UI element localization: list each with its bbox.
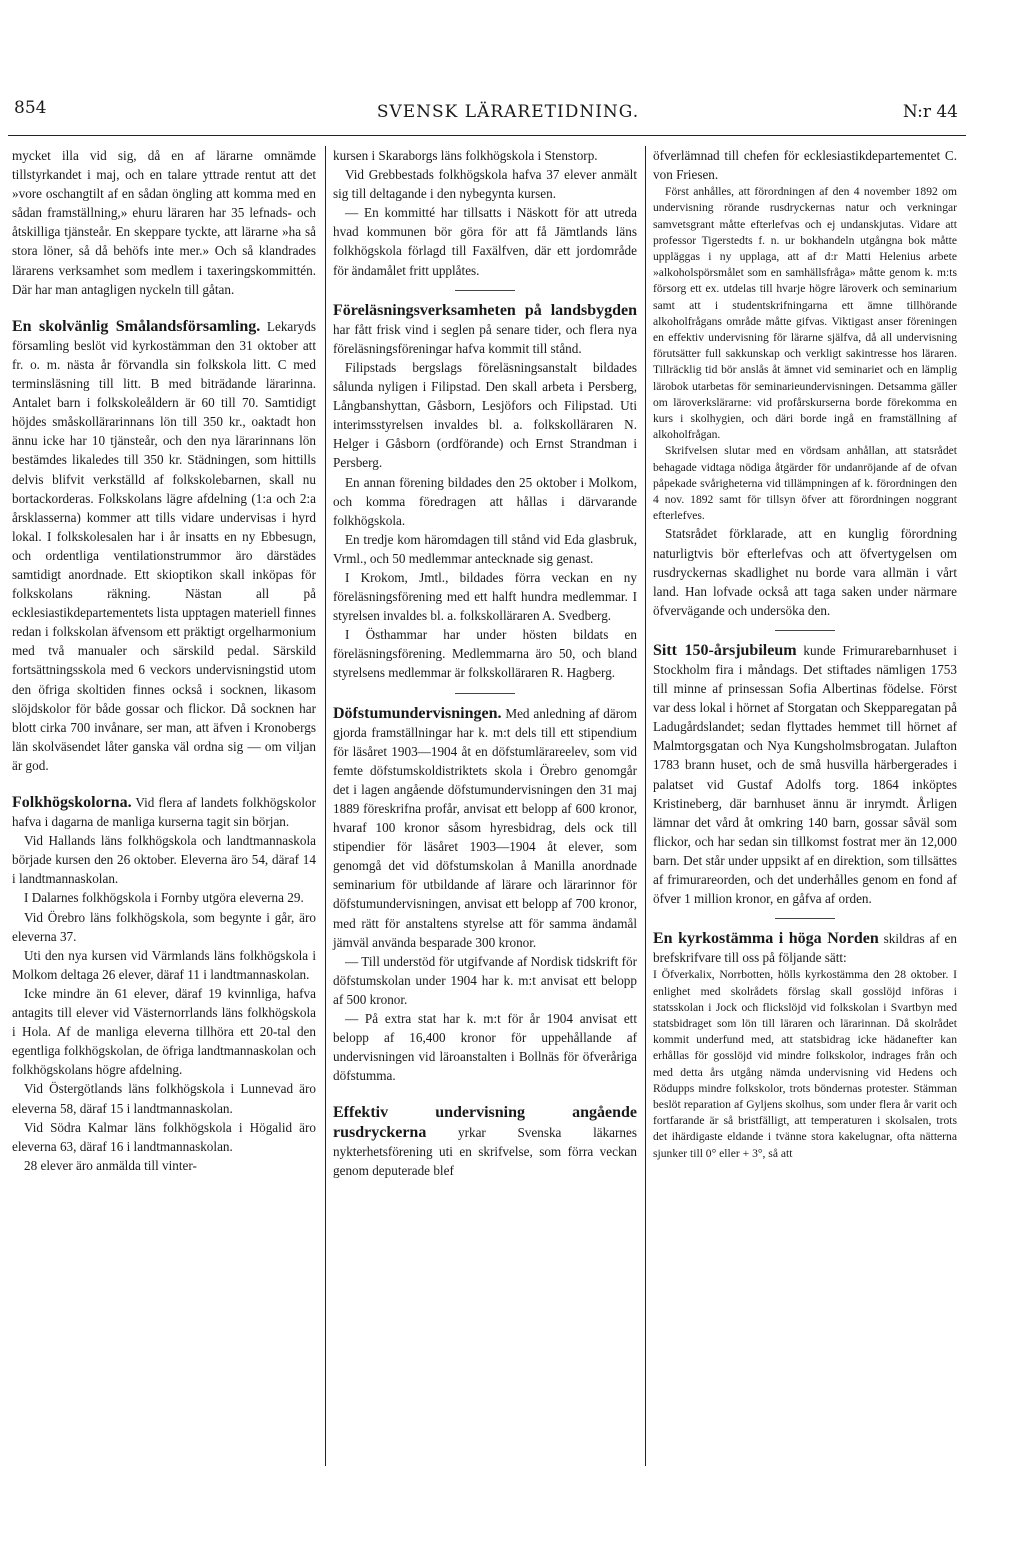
- paragraph-text: öfverlämnad till chefen för ecklesiastikdepartementet C. von Friesen.: [653, 148, 957, 183]
- article-paragraph-with-heading: [12, 317, 316, 775]
- article-paragraph: [333, 358, 637, 473]
- article-paragraph: [653, 146, 957, 184]
- paragraph-text: Lekaryds församling beslöt vid kyrkostämman den 31 oktober att fr. o. m. nästa år förvandla sin folkskola litt. C med terminsläsning till litt. B med biträdande lärarinna. Antalet barn i folkskoleåldern är 60 till 70. Samtidigt höjdes småskollärarinnans lön till 350 kr., oaktadt hon ännu icke har 10 tjänsteår, och den nya lärarinnans lön bestämdes likaledes till 350 kr. Städningen, som hittills delvis blifvit verkställd af folkskolebarnen, skall nu bortackorderas. Folkskolans lägre afdelning (1:a och 2:a årsklasserna) kommer att tills vidare undervisas i hyrd lokal. I folkskolesalen har i år insatts en ny Ebbesugn, och ordentliga ventilationstrummor äro därstädes samtidigt anordnade. Ett skioptikon skall inköpas för folkskolans räkning. Nästan all på ecklesiastikdepartementets lista upptagen materiell finnes redan i folkskolan äfvensom ett präktigt orgelharmonium med två manualer och särskild pedal. Särskild fortsättningsskola med 6 veckors undervisningstid utom den öfriga skoltiden finnes också i socknen, likasom slöjdskolor för både gossar och flickor. Då socknen har blott cirka 700 invånare, ser man, att äfven i Kronobergs län skolväsendet låter ganska väl ordna sig — om viljan är god.: [12, 318, 316, 773]
- paragraph-text: Statsrådet förklarade, att en kunglig förordning naturligtvis bör efterlefvas och att öfvertygelsen om rusdryckernas skadlighet nu borde vara allmän i vårt land. Han lofvade också att taga saken under närmare öfvervägande och undersöka den.: [653, 526, 957, 618]
- article-paragraph: [333, 625, 637, 682]
- section-divider: [775, 918, 835, 919]
- article-paragraph: [12, 946, 316, 984]
- paragraph-text: kunde Frimurarebarnhuset i Stockholm fira i måndags. Det stiftades nämligen 1753 till minne af prinsessan Sofia Albertinas födelse. Först var dess lokal i hörnet af Storgatan och Skepparegatan på Ladugårdslandet; sedan flyttades hemmet till hörnet af Malmtorgsgatan och Nya Kungsholmsbrogatan. Julafton 1783 brann huset, och de små husvilla härbergerades i palatset vid Gustaf Adolfs torg. 1864 inköptes Kristineberg, där barnhuset ännu är inrymdt. Årligen lämnar det vård åt omkring 140 barn, gossar såväl som flickor, och har sedan sin tillkomst fostrat mer än 12,000 barn. Det står under uppsikt af en direktion, som tillsättes af frimurareorden, och det underhålles genom en fond af öfver 1 million kronor, en gåfva af orden.: [653, 642, 958, 907]
- article-paragraph: [333, 165, 637, 203]
- article-paragraph: [653, 524, 957, 619]
- paragraph-text: — På extra stat har k. m:t för år 1904 anvisat ett belopp af 16,400 kronor för uppehållande af undervisningen vid läroanstalten i Bollnäs för öfveråriga döfstumma.: [333, 1011, 637, 1084]
- section-divider: [455, 693, 515, 694]
- paragraph-text: — En kommitté har tillsatts i Näskott för att utreda hvad kommunen bör göra för att få Jämtlands läns folkhögskola förlagd till Faxälfven, där ett jordområde för ändamålet fritt upplåtes.: [333, 205, 637, 278]
- paragraph-text: skildras af en brefskrifvare till oss på följande sätt:: [653, 931, 958, 966]
- page-number: 854: [14, 98, 47, 118]
- article-heading: En kyrkostämma i höga Norden: [653, 930, 879, 948]
- paragraph-text: kursen i Skaraborgs läns folkhögskola i Stenstorp.: [333, 148, 598, 163]
- paragraph-text: En tredje kom häromdagen till stånd vid Eda glasbruk, Vrml., och 50 medlemmar antecknade sig genast.: [333, 531, 637, 566]
- paragraph-text: 28 elever äro anmälda till vinter-: [24, 1157, 197, 1173]
- article-heading: Döfstumundervisningen.: [333, 704, 502, 722]
- section-divider: [455, 290, 515, 291]
- article-heading: En skolvänlig Smålandsförsamling.: [12, 317, 261, 335]
- article-paragraph: [333, 530, 637, 568]
- article-paragraph-with-heading: [653, 929, 957, 967]
- paragraph-text: Vid Örebro läns folkhögskola, som begynte i går, äro eleverna 37.: [12, 909, 316, 944]
- article-paragraph: [12, 984, 316, 1079]
- section-gap: [333, 1085, 637, 1103]
- paragraph-text: Med anledning af därom gjorda framställningar har k. m:t dels till ett stipendium för läsåret 1903—1904 åt en döfstumlärareelev, som vid femte döfstumskoldistriktets skola i Örebro genomgår det i lagen angående döfstumundervisningen den 31 maj 1889 föreskrifna profår, anvisat ett belopp af 600 kronor, hvaraf 100 kronor såsom hyresbidrag, dels ock till stipendier för läsåret 1903—1904 åt elever, som genomgå det vid döfstumskolan å Manilla anordnade seminarium för utbildande af lärare och lärarinnor för döfstumundervisningen, anvisat ett belopp af 700 kronor, med rätt för anstaltens styrelse att för samma ändamål jämväl använda besparade 300 kronor.: [333, 705, 637, 950]
- article-paragraph: [333, 952, 637, 1009]
- column-left: [12, 146, 316, 1175]
- paragraph-text: Vid Östergötlands läns folkhögskola i Lunnevad äro eleverna 58, däraf 15 i landtmannaskolan.: [12, 1081, 316, 1116]
- page-header: [0, 98, 1016, 128]
- paragraph-text: yrkar Svenska läkarnes nykterhetsförening uti en skrifvelse, som förra veckan genom deputerade blef: [333, 1124, 637, 1178]
- article-heading: Folkhögskolorna.: [12, 794, 132, 811]
- paragraph-text: har fått frisk vind i seglen på senare tider, och flera nya föreläsningsföreningar hafva kommit till stånd.: [333, 321, 637, 356]
- article-paragraph-with-heading: [333, 1103, 637, 1179]
- paragraph-text: mycket illa vid sig, då en af lärarne omnämde tillstyrkandet i maj, och en talare yttrade rentut att det »vore oschangtilt af en sådan öngling att komma med en sådan framställning,» ehuru läraren har 35 lefnads- och åtskilliga tjänsteår. En skeppare tyckte, att lärarne »ha så stora löner, så då behöfs inte mer.» Och så klandrades lärarens verksamhet som medlem i taxeringskommittén. Där har man antagligen nyckeln till gåtan.: [12, 148, 316, 297]
- article-paragraph: [12, 146, 316, 299]
- issue-number: N:r 44: [902, 102, 958, 122]
- paragraph-text: I Krokom, Jmtl., bildades förra veckan en ny föreläsningsförening med ett halft hundra medlemmar. I styrelsen invaldes bl. a. folkskolläraren A. Svedberg.: [333, 569, 637, 624]
- article-paragraph-with-heading: [653, 641, 957, 908]
- paragraph-text: I Östhammar har under hösten bildats en föreläsningsförening. Medlemmarna äro 50, och bland styrelsens medlemmar är folkskolläraren R. Hagberg.: [333, 627, 637, 681]
- article-paragraph: [12, 908, 316, 946]
- article-paragraph: [12, 831, 316, 888]
- article-paragraph: [333, 203, 637, 279]
- article-paragraph: [653, 184, 957, 443]
- journal-title: SVENSK LÄRARETIDNING.: [376, 102, 640, 122]
- paragraph-text: I Öfverkalix, Norrbotten, hölls kyrkostämma den 28 oktober. I enlighet med skolrådets förslag skall gosslöjd införas i statsskolan i Jock och flickslöjd vid folkskolan i Svartbyn med statsbidraget som lön till läraren och lärarinnan. Då skolrådet kommit underfund med, att statsbidrag icke hädanefter kan erhållas för gosslöjd vid mindre folkskolor, indrages från och med detta års utgång nämda undervisning vid Hedens och Rödupps mindre folkskolor, trots böndernas protester. Stämman beslöt reparation af Gyljens skolhus, som under flera år varit och fortfarande är så bristfälligt, att temperaturen i skolsalen, trots det ihärdigaste eldande i tvänne stora kakelugnar, ofta nätterna sjunker till 0° eller + 3°, så att: [653, 968, 957, 1160]
- column-right: [653, 146, 957, 1162]
- article-paragraph: [653, 967, 957, 1161]
- article-paragraph: [653, 443, 957, 524]
- paragraph-text: Först anhålles, att förordningen af den 4 november 1892 om undervisning rörande rusdryckernas natur och verkningar samvetsgrant måtte efterlefvas och ej undanskjutas. Vidare att professor Tigerstedts f. n. ur bokhandeln utgångna bok måtte uppläggas i ny upplaga, att af d:r Matti Helenius arbete »alkoholspörsmålet som en samhällsfråga» måtte genom k. m:ts försorg ett ex. utdelas till hvarje högre läroverk och seminarium samt att i studentskrifningarna ett ämne tillhörande alkoholfrågans område måtte gifvas. Viktigast anser föreningen en effektiv undervisning för lärarne själfva, då all undervisning förutsätter full sakkunskap och verkligt sakintresse hos läraren. Tillräcklig tid bör anslås åt ämnet vid seminariet och en lämplig lärobok utarbetas för seminarieundervisningen. Detsamma gäller om läroverkslärarne: vid profårskurserna borde förekomma en kurs i skolhygien, och däri borde ingå en framställning af alkoholfrågan.: [653, 185, 957, 442]
- paragraph-text: Skrifvelsen slutar med en vördsam anhållan, att statsrådet behagade vidtaga nödiga åtgärder för undanröjande af de ofvan påpekade svårigheterna vid tillämpningen af k. förordningen den 4 nov. 1892 samt för tillsyn öfver att förordningen noggrant efterlefves.: [653, 444, 957, 523]
- article-paragraph: [333, 568, 637, 625]
- paragraph-text: En annan förening bildades den 25 oktober i Molkom, och komma föredragen att hållas i därvarande folkhögskola.: [333, 474, 637, 528]
- section-gap: [12, 775, 316, 793]
- section-gap: [12, 299, 316, 317]
- paragraph-text: Uti den nya kursen vid Värmlands läns folkhögskola i Molkom deltaga 26 elever, däraf 11 i landtmannaskolan.: [12, 947, 316, 982]
- article-paragraph: [333, 473, 637, 530]
- article-heading: Effektiv undervisning angående rusdryckerna: [333, 1104, 637, 1141]
- article-paragraph: [333, 1009, 637, 1085]
- article-paragraph: [12, 1079, 316, 1117]
- article-paragraph-with-heading: [12, 793, 316, 831]
- article-paragraph-with-heading: [333, 301, 637, 358]
- article-paragraph-with-heading: [333, 704, 637, 952]
- article-paragraph: [12, 1156, 316, 1175]
- article-heading: Sitt 150-årsjubileum: [653, 641, 797, 659]
- paragraph-text: — Till understöd för utgifvande af Nordisk tidskrift för döfstumskolan under 1904 har k. m:t anvisat ett belopp af 500 kronor.: [333, 953, 637, 1007]
- column-rule-1: [325, 146, 326, 1466]
- section-divider: [775, 630, 835, 631]
- article-paragraph: [12, 1118, 316, 1156]
- header-rule: [8, 135, 966, 136]
- paragraph-text: Vid Hallands läns folkhögskola och landtmannaskola började kursen den 26 oktober. Eleverna äro 54, däraf 14 i landtmannaskolan.: [12, 833, 316, 887]
- paragraph-text: Icke mindre än 61 elever, däraf 19 kvinnliga, hafva antagits till elever vid Västernorrlands läns folkhögskola i Hola. Af de manliga eleverna tillhöra ett 20-tal den egentliga folkhögskolan, de öfriga landtmannaskolan och folkhögskolans högre afdelning.: [12, 985, 316, 1078]
- paragraph-text: Vid Grebbestads folkhögskola hafva 37 elever anmält sig till deltagande i den nybegynta kursen.: [333, 167, 637, 202]
- column-rule-2: [645, 146, 646, 1466]
- article-paragraph: [333, 146, 637, 165]
- paragraph-text: I Dalarnes folkhögskola i Fornby utgöra eleverna 29.: [24, 890, 304, 906]
- paragraph-text: Filipstads bergslags föreläsningsanstalt bildades sålunda nyligen i Filipstad. Den skall arbeta i Persberg, Långbanshyttan, Gåsborn, Lesjöfors och Filipstad. Uti interimsstyrelsen invaldes bl. a. folkskolläraren N. Helger i Gåsborn (ordförande) och Ernst Strandman i Persberg.: [333, 359, 637, 471]
- column-middle: [333, 146, 637, 1180]
- paragraph-text: Vid Södra Kalmar läns folkhögskola i Högalid äro eleverna 63, däraf 16 i landtmannaskolan.: [12, 1119, 316, 1154]
- article-heading: Föreläsningsverksamheten på landsbygden: [333, 301, 637, 319]
- article-paragraph: [12, 888, 316, 907]
- paragraph-text: Vid flera af landets folkhögskolor hafva i dagarna de manliga kurserna tagit sin början.: [12, 795, 317, 830]
